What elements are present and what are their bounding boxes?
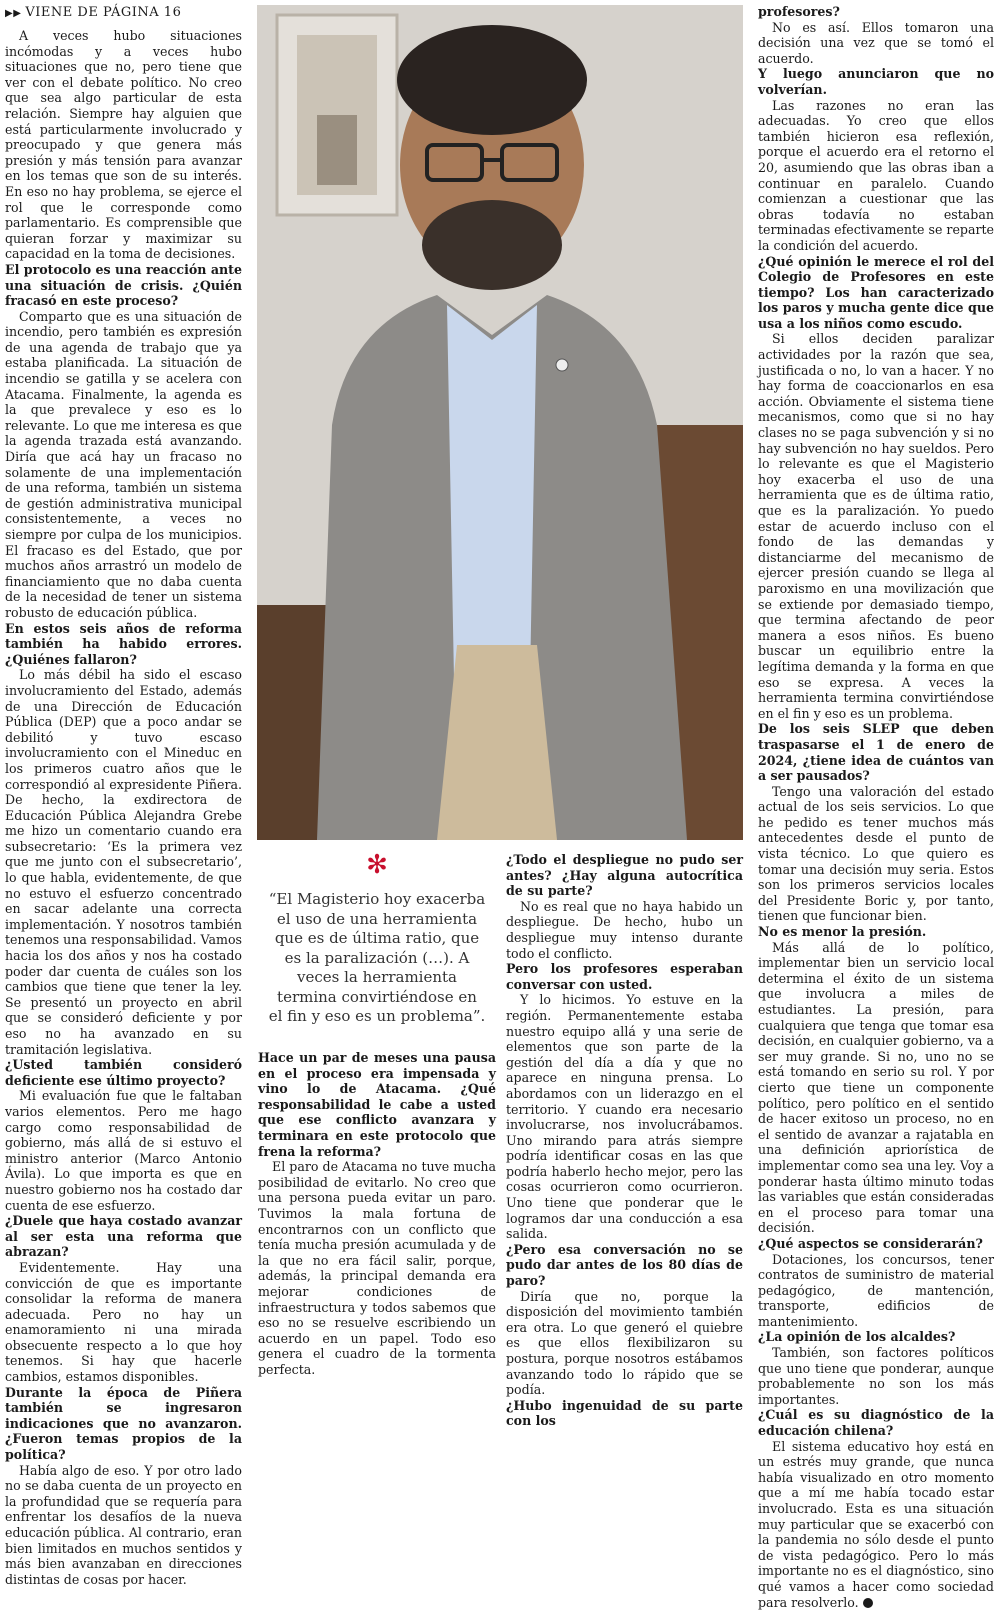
question-paragraph: ¿Qué aspectos se considerarán? (758, 1235, 983, 1251)
article-column-4 (758, 4, 994, 1610)
question-paragraph: Pero los profesores esperaban conversar con usted. (506, 961, 743, 992)
question-paragraph: ¿Cuál es su diagnóstico de la educación chilena? (758, 1407, 994, 1439)
answer-paragraph: También, son factores políticos que uno tiene que ponderar, aunque probablemente no son los más importantes. (758, 1345, 994, 1407)
pull-quote: “El Magisterio hoy exacerba el uso de una herramienta que es de última ratio, que es la paralización (…). A veces la herramienta termina convirtiéndose en el fin y eso es un problema”. (268, 890, 486, 1025)
answer-paragraph: A veces hubo situaciones incómodas y a veces hubo situaciones que no, pero tiene que ver con el debate político. No creo que sea algo particular de esta relación. Siempre hay alguien que está particularmente involucrado y preocupado y que genera más presión y más tensión para avanzar en los temas que son de su interés. En eso no hay problema, se ejerce el rol que le corresponde como parlamentario. Es comprensible que quieran forzar y maximizar su capacidad en la toma de decisiones. (5, 28, 242, 262)
end-of-article-icon (863, 1598, 873, 1608)
question-paragraph: ¿Duele que haya costado avanzar al ser esta una reforma que abrazan? (5, 1213, 242, 1260)
answer-paragraph: Lo más débil ha sido el escaso involucramiento del Estado, además de una Dirección de Educación Pública (DEP) que a poco andar se debilitó y tuvo escaso involucramiento con el Mineduc en los primeros cuatro años que le correspondió al expresidente Piñera. De hecho, la exdirectora de Educación Pública Alejandra Grebe me hizo un comentario cuando era subsecretario: ‘Es la primera vez que me junto con el subsecretario’, lo que habla, evidentemente, de que no estuvo el esfuerzo concentrado en sacar adelante una correcta implementación. Y nosotros también tenemos una responsabilidad. Vamos hacia los dos años y nos ha costado poder dar cuenta de cuáles son los cambios que tiene que tener la ley. Se presentó un proyecto en abril que se consideró deficiente y por eso no ha avanzado en su tramitación legislativa. (5, 667, 242, 1057)
answer-paragraph: El paro de Atacama no tuve mucha posibilidad de evitarlo. No creo que una persona pueda evitar un paro. Tuvimos la mala fortuna de encontrarnos con un conflicto que tenía mucha presión acumulada y de la que no era fácil salir, porque, además, la principal demanda era mejorar condiciones de infraestructura y todos sabemos que eso no se resuelve escribiendo un acuerdo en un papel. Todo eso genera el cuadro de la tormenta perfecta. (258, 1159, 496, 1377)
question-paragraph: En estos seis años de reforma también ha habido errores. ¿Quiénes fallaron? (5, 620, 242, 667)
question-paragraph: Hace un par de meses una pausa en el proceso era impensada y vino lo de Atacama. ¿Qué responsabilidad le cabe a usted que ese conflicto avanzara y terminara en este protocolo que frena la reforma? (258, 1050, 496, 1159)
question-paragraph: profesores? (758, 4, 840, 19)
question-paragraph: ¿Qué opinión le merece el rol del Colegio de Profesores en este tiempo? Los han caracterizado los paros y mucha gente dice que usa a los niños como escudo. (758, 253, 994, 331)
portrait-illustration (257, 5, 743, 840)
portrait-photo (257, 5, 743, 840)
question-paragraph: ¿Usted también consideró deficiente ese último proyecto? (5, 1057, 242, 1088)
question-paragraph: ¿Hubo ingenuidad de su parte con los (506, 1397, 743, 1429)
answer-paragraph: No es real que no haya habido un despliegue. De hecho, hubo un despliegue muy intenso durante todo el conflicto. (506, 898, 743, 961)
answer-paragraph: Comparto que es una situación de incendio, pero también es expresión de una agenda de trabajo que ya estaba planificada. La situación de incendio se gatilla y se acelera con Atacama. Finalmente, la agenda es la que prevalece y eso es lo relevante. Lo que me interesa es que la agenda trazada está avanzando. Diría que acá hay un fracaso no solamente de una implementación de una reforma, también un sistema de gestión administrativa municipal consistentemente, a veces no siempre por culpa de los municipios. El fracaso es del Estado, que por muchos años arrastró un modelo de financiamiento que no daba cuenta de la necesidad de tener un sistema robusto de educación pública. (5, 308, 242, 620)
answer-paragraph: Las razones no eran las adecuadas. Yo creo que ellos también hicieron esa reflexión, porque el acuerdo era el retorno el 20, asumiendo que las obras iban a continuar en paralelo. Cuando comienzan a cuestionar que las obras todavía no estaban terminadas efectivamente se reparte la condición del acuerdo. (758, 97, 995, 253)
question-paragraph: De los seis SLEP que deben traspasarse el 1 de enero de 2024, ¿tiene idea de cuántos van a ser pausados? (758, 721, 994, 784)
double-arrow-icon: ▶▶ (5, 8, 22, 19)
article-column-2 (258, 1050, 496, 1377)
asterisk-ornament-icon: ✻ (366, 850, 388, 880)
article-column-3 (506, 852, 743, 1429)
answer-paragraph: Mi evaluación fue que le faltaban varios elementos. Pero me hago cargo como responsabilidad de gobierno, más allá de si estuvo el ministro anterior (Marco Antonio Ávila). Lo que importa es que en nuestro gobierno nos ha costado dar cuenta de ese esfuerzo. (5, 1088, 242, 1213)
answer-paragraph: El sistema educativo hoy está en un estrés muy grande, que nunca había visualizado en otro momento que a mí me había tocado estar involucrado. Esta es una situación muy particular que se exacerbó con la pandemia no sólo desde el punto de vista pedagógico. Pero lo más importante no es el diagnóstico, sino qué vamos a hacer como sociedad para resolverlo. (758, 1438, 994, 1610)
question-paragraph: ¿Pero esa conversación no se pudo dar antes de los 80 días de paro? (506, 1241, 743, 1289)
answer-paragraph: Dotaciones, los concursos, tener contratos de suministro de material pedagógico, de mantención, transporte, edificios de mantenimiento. (758, 1251, 994, 1329)
continued-from-page-header (5, 5, 181, 20)
answer-paragraph: Diría que no, porque la disposición del movimiento también era otra. Lo que generó el quiebre es que ellos flexibilizaron su postura, porque nosotros estábamos avanzando todo lo rápido que se podía. (506, 1288, 743, 1398)
article-column-1 (5, 28, 242, 1587)
question-paragraph: El protocolo es una reacción ante una situación de crisis. ¿Quién fracasó en este proceso? (5, 261, 242, 309)
answer-paragraph: No es así. Ellos tomaron una decisión una vez que se tomó el acuerdo. (758, 19, 994, 66)
question-paragraph: Durante la época de Piñera también se ingresaron indicaciones que no avanzaron. ¿Fueron temas propios de la política? (5, 1384, 242, 1463)
question-paragraph: No es menor la presión. (758, 924, 927, 940)
answer-paragraph: Evidentemente. Hay una convicción de que es importante consolidar la reforma de manera adecuada. Pero no hay un enamoramiento ni una mirada obsecuente respecto a lo que hoy tenemos. Si hay que hacerle cambios, estamos disponibles. (5, 1259, 242, 1385)
pull-quote-block (258, 852, 496, 1027)
answer-paragraph: Si ellos deciden paralizar actividades por la razón que sea, justificada o no, lo van a hacer. Y no hay forma de coaccionarlos en esa acción. Obviamente el sistema tiene mecanismos, como que si no hay clases no se paga subvención y si no hay subvención no hay sueldos. Pero lo relevante es que el Magisterio hoy exacerba el uso de una herramienta que es de última ratio, que es la paralización. Yo puedo estar de acuerdo incluso con el fondo de las demandas y distanciarme del mecanismo de ejercer presión cuando se llega al paroxismo en una movilización que se extiende por demasiado tiempo, que termina afectando de peor manera a esos niños. Es bueno buscar un equilibrio entre la legítima demanda y la forma en que eso se expresa. A veces la herramienta termina convirtiéndose en el fin y eso es un problema. (758, 331, 994, 721)
question-paragraph: ¿Todo el despliegue no pudo ser antes? ¿Hay alguna autocrítica de su parte? (506, 852, 743, 899)
answer-paragraph: Y lo hicimos. Yo estuve en la región. Permanentemente estaba nuestro equipo allá y una serie de elementos que son parte de la gestión del día a día y que no aparece en ninguna prensa. Lo abordamos con un liderazgo en el territorio. Y cuando era necesario involucrarse, nos involucrábamos. Uno mirando para atrás siempre podría identificar cosas en las que podría haberlo hecho mejor, pero las cosas ocurrieron como ocurrieron. Uno tiene que ponderar que le logramos dar una conducción a esa salida. (506, 992, 743, 1242)
header-text: VIENE DE PÁGINA 16 (25, 5, 182, 20)
answer-paragraph: Había algo de eso. Y por otro lado no se daba cuenta de un proyecto en la profundidad que se requería para enfrentar los desafíos de la nueva educación pública. Al contrario, eran bien limitados en muchos sentidos y más bien avanzaban en direcciones distintas de cosas por hacer. (5, 1462, 243, 1587)
answer-paragraph: Tengo una valoración del estado actual de los seis servicios. Lo que he pedido es tener muchos más antecedentes desde el punto de vista técnico. Lo que quiero es tomar una decisión muy seria. Estos son los primeros servicios locales del Presidente Boric y, por tanto, tienen que funcionar bien. (758, 783, 994, 924)
question-paragraph: ¿La opinión de los alcaldes? (758, 1329, 956, 1345)
answer-paragraph: Más allá de lo político, implementar bien un servicio local determina el éxito de un sistema que involucra a miles de estudiantes. La presión, para cualquiera que tenga que tomar esa decisión, en cualquier gobierno, va a ser muy grande. Si no, uno no se está tomando en serio su rol. Y por cierto que tiene un componente político, pero político en el sentido de hacer exitoso un proceso, no en el sentido de avanzar a rajatabla en una definición apriorística de implementar como sea una ley. Voy a ponderar hasta último minuto todas las variables que están consideradas en el proceso para tomar una decisión. (758, 939, 995, 1236)
question-paragraph: Y luego anunciaron que no volverían. (758, 66, 994, 97)
